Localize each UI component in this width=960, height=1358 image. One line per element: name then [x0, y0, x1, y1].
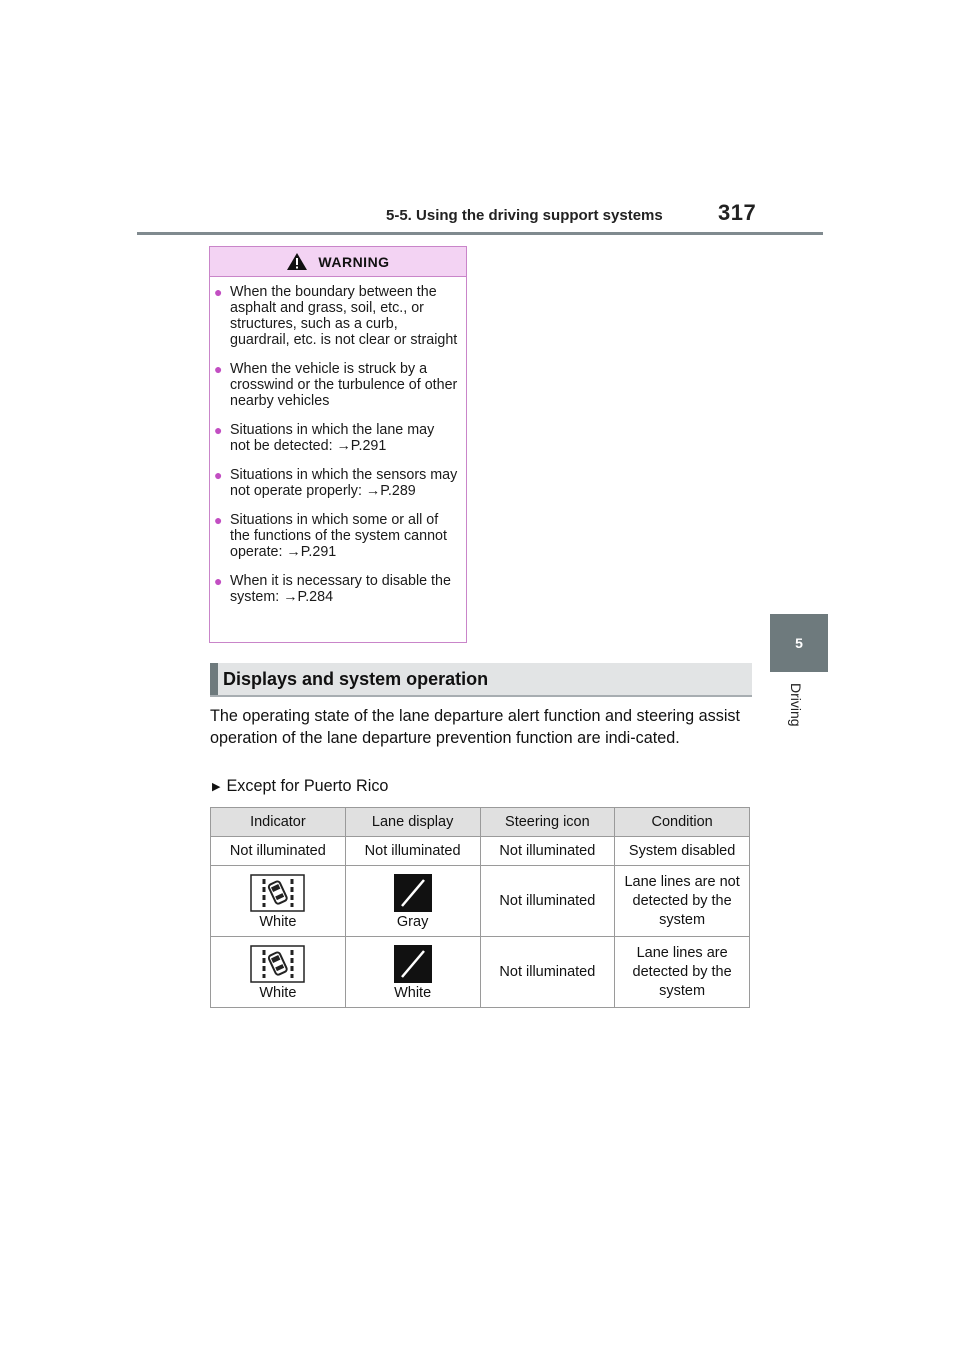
lane-departure-indicator-icon — [250, 874, 305, 912]
warning-item-text: Situations in which some or all of the functions of the system cannot operate: →P.291 — [230, 512, 447, 560]
lane-departure-indicator-icon — [250, 945, 305, 983]
column-header: Steering icon — [480, 808, 615, 837]
indicator-color-label: White — [259, 985, 297, 1001]
bullet-icon: ● — [214, 284, 223, 300]
table-cell: Lane lines are not detected by the system — [615, 866, 750, 937]
header-section-title: 5-5. Using the driving support systems — [386, 207, 663, 224]
table-cell — [211, 866, 346, 937]
header-rule — [137, 232, 823, 235]
chapter-tab — [770, 614, 828, 672]
warning-title: WARNING — [318, 253, 390, 270]
table-cell: Not illuminated — [480, 837, 615, 866]
warning-item-text: Situations in which the sensors may not operate properly: →P.289 — [230, 467, 458, 499]
warning-item — [214, 467, 458, 499]
intro-paragraph: The operating state of the lane departure alert function and steering assist operation of the lane departure prevention function are indi-cated. — [210, 707, 741, 747]
warning-header — [210, 247, 466, 277]
page-number: 317 — [718, 200, 757, 225]
chapter-number: 5 — [795, 635, 803, 651]
indicator-color-label: White — [259, 914, 297, 930]
section-heading — [210, 663, 752, 697]
warning-list — [210, 277, 466, 605]
warning-item — [214, 573, 458, 605]
table-row — [211, 937, 750, 1008]
warning-item-text: Situations in which the lane may not be detected: →P.291 — [230, 422, 435, 454]
table-cell — [211, 937, 346, 1008]
warning-triangle-icon — [286, 252, 308, 271]
table-cell: System disabled — [615, 837, 750, 866]
bullet-icon: ● — [214, 573, 223, 589]
lane-display-icon — [394, 874, 432, 912]
table-cell: Not illuminated — [211, 837, 346, 866]
bullet-icon: ● — [214, 361, 223, 377]
warning-item-text: When the vehicle is struck by a crosswind or the turbulence of other nearby vehicles — [230, 361, 458, 409]
warning-item-text: When it is necessary to disable the system: →P.284 — [230, 573, 451, 605]
table-row — [211, 866, 750, 937]
table-cell: Not illuminated — [480, 937, 615, 1008]
warning-item — [214, 422, 458, 454]
table-header-row — [211, 808, 750, 837]
subheading — [212, 777, 388, 796]
bullet-icon: ● — [214, 422, 223, 438]
warning-item-text: When the boundary between the asphalt and grass, soil, etc., or structures, such as a curb, guardrail, etc. is not clear or straight — [230, 284, 458, 348]
bullet-icon: ● — [214, 467, 223, 483]
table-row — [211, 837, 750, 866]
table-cell: Not illuminated — [480, 866, 615, 937]
subheading-text: Except for Puerto Rico — [226, 777, 389, 795]
column-header: Condition — [615, 808, 750, 837]
table-cell — [345, 866, 480, 937]
lane-color-label: Gray — [396, 914, 429, 930]
column-header: Lane display — [345, 808, 480, 837]
chapter-label: Driving — [788, 683, 804, 727]
triangle-bullet-icon: ▶ — [212, 781, 221, 793]
table-cell — [345, 937, 480, 1008]
section-heading-text: Displays and system operation — [223, 668, 489, 689]
warning-item — [214, 284, 458, 348]
column-header: Indicator — [211, 808, 346, 837]
table-cell: Lane lines are detected by the system — [615, 937, 750, 1008]
warning-item — [214, 512, 458, 560]
table-cell: Not illuminated — [345, 837, 480, 866]
lane-color-label: White — [394, 985, 432, 1001]
status-table — [210, 807, 750, 1008]
warning-item — [214, 361, 458, 409]
lane-display-icon — [394, 945, 432, 983]
bullet-icon: ● — [214, 512, 223, 528]
warning-box — [209, 246, 467, 643]
section-heading-bar — [210, 663, 218, 695]
